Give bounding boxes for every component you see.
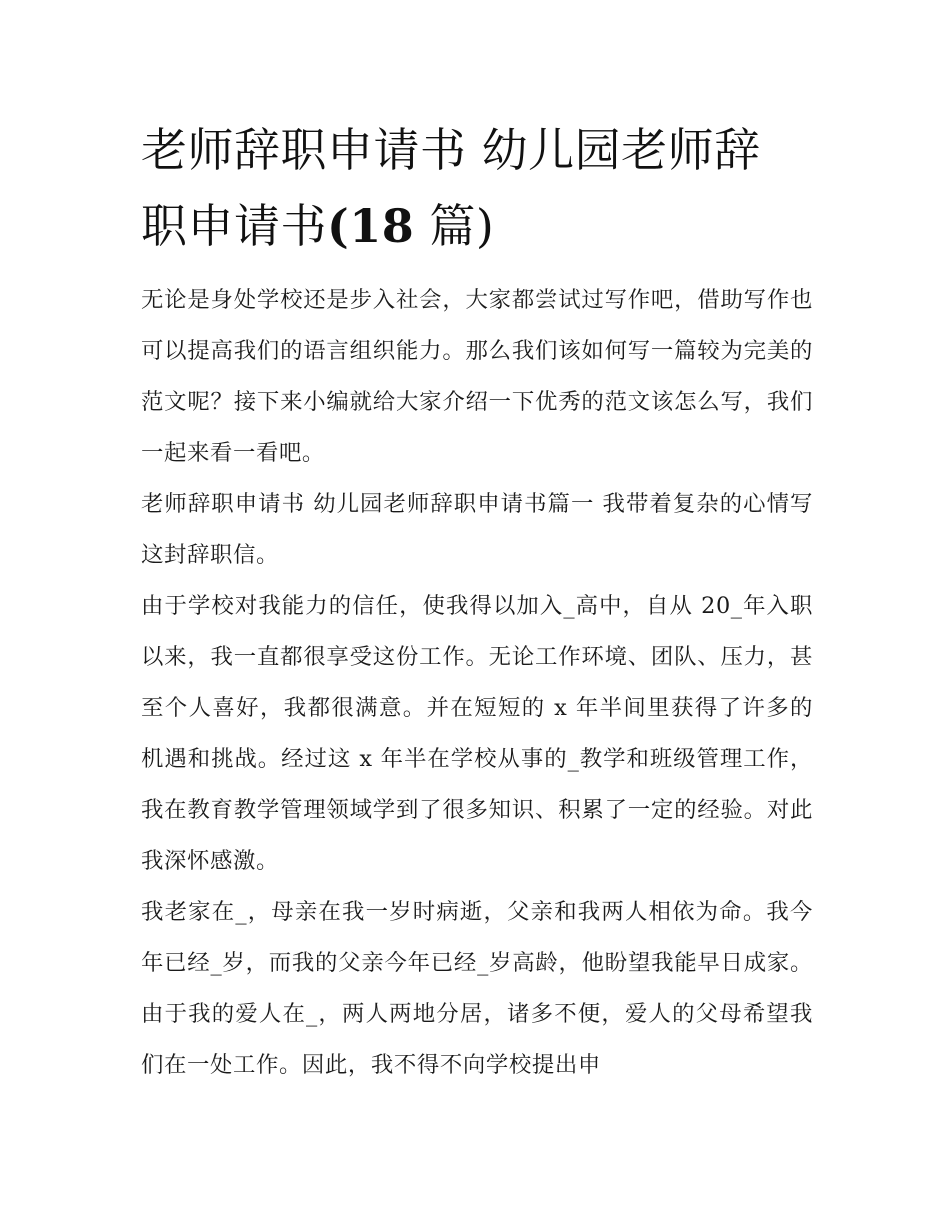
document-title <box>141 112 821 264</box>
document-body <box>141 275 813 1091</box>
title-line-1: 老师辞职申请书 幼儿园老师辞 <box>141 123 761 177</box>
paragraph-work-history: 由于学校对我能力的信任，使我得以加入_高中，自从 20_年入职以来，我一直都很享受这份工作。无论工作环境、团队、压力，甚至个人喜好，我都很满意。并在短短的 x 年半间里获得了许多的机遇和挑战。经过这 x 年半在学校从事的_教学和班级管理工作，我在教育教学管理领域学到了很多知识、积累了一定的经验。对此我深怀感激。 <box>141 593 813 874</box>
paragraph-intro: 无论是身处学校还是步入社会，大家都尝试过写作吧，借助写作也可以提高我们的语言组织能力。那么我们该如何写一篇较为完美的范文呢？接下来小编就给大家介绍一下优秀的范文该怎么写，我们一起来看一看吧。 <box>141 287 813 466</box>
title-count: (18 <box>327 199 415 253</box>
paragraph-heading: 老师辞职申请书 幼儿园老师辞职申请书篇一 我带着复杂的心情写这封辞职信。 <box>141 491 813 568</box>
title-line-2-suffix: 篇) <box>414 199 495 253</box>
paragraph-family-reason: 我老家在_，母亲在我一岁时病逝，父亲和我两人相依为命。我今年已经_岁，而我的父亲今年已经_岁高龄，他盼望我能早日成家。由于我的爱人在_，两人两地分居，诸多不便，爱人的父母希望我们在一处工作。因此，我不得不向学校提出申 <box>141 899 813 1078</box>
title-line-2-prefix: 职申请书 <box>141 199 327 253</box>
